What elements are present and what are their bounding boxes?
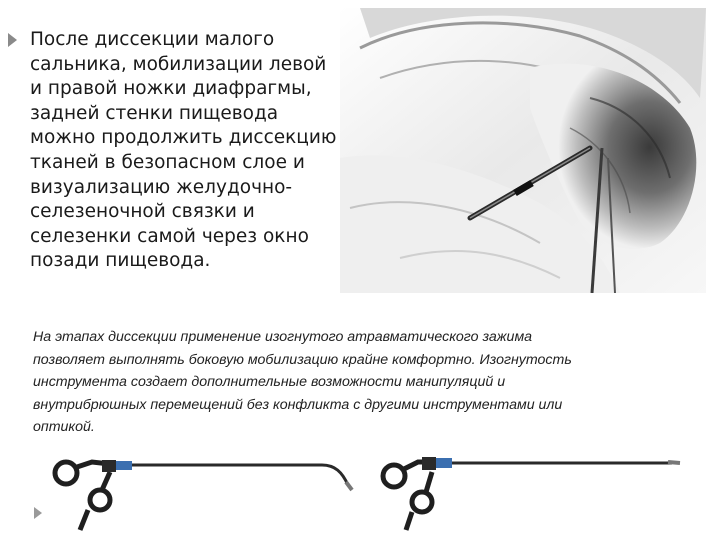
bullet-line: сальника, мобилизации левой	[30, 53, 327, 75]
bullet-line: После диссекции малого	[30, 29, 275, 50]
bullet-line: и правой ножки диафрагмы,	[30, 78, 312, 100]
bullet-line: визуализацию желудочно-	[30, 176, 293, 198]
bullet-line: тканей в безопасном слое и	[30, 151, 305, 173]
caption-line: инструмента создает дополнительные возможности манипуляций и	[33, 374, 506, 391]
caption-line: внутрибрюшных перемещений без конфликта с другими инструментами или	[33, 396, 563, 413]
surgical-illustration	[340, 8, 706, 293]
bullet-line: можно продолжить диссекцию	[30, 127, 337, 149]
bullet-arrow-icon	[8, 33, 17, 47]
small-arrow-icon	[34, 507, 42, 519]
curved-grasper-image	[30, 440, 370, 535]
straight-grasper-image	[360, 440, 690, 535]
bullet-line: селезенки самой через окно	[30, 225, 309, 247]
caption-line: На этапах диссекции применение изогнутого атравматического зажима	[33, 329, 533, 345]
caption-paragraph	[33, 326, 683, 439]
bullet-line: селезеночной связки и	[30, 201, 255, 223]
bullet-line: позади пищевода.	[30, 250, 211, 272]
bullet-paragraph	[30, 28, 340, 274]
bullet-line: задней стенки пищевода	[30, 102, 279, 124]
caption-line: оптикой.	[33, 419, 95, 436]
caption-line: позволяет выполнять боковую мобилизацию крайне комфортно. Изогнутость	[33, 351, 572, 368]
